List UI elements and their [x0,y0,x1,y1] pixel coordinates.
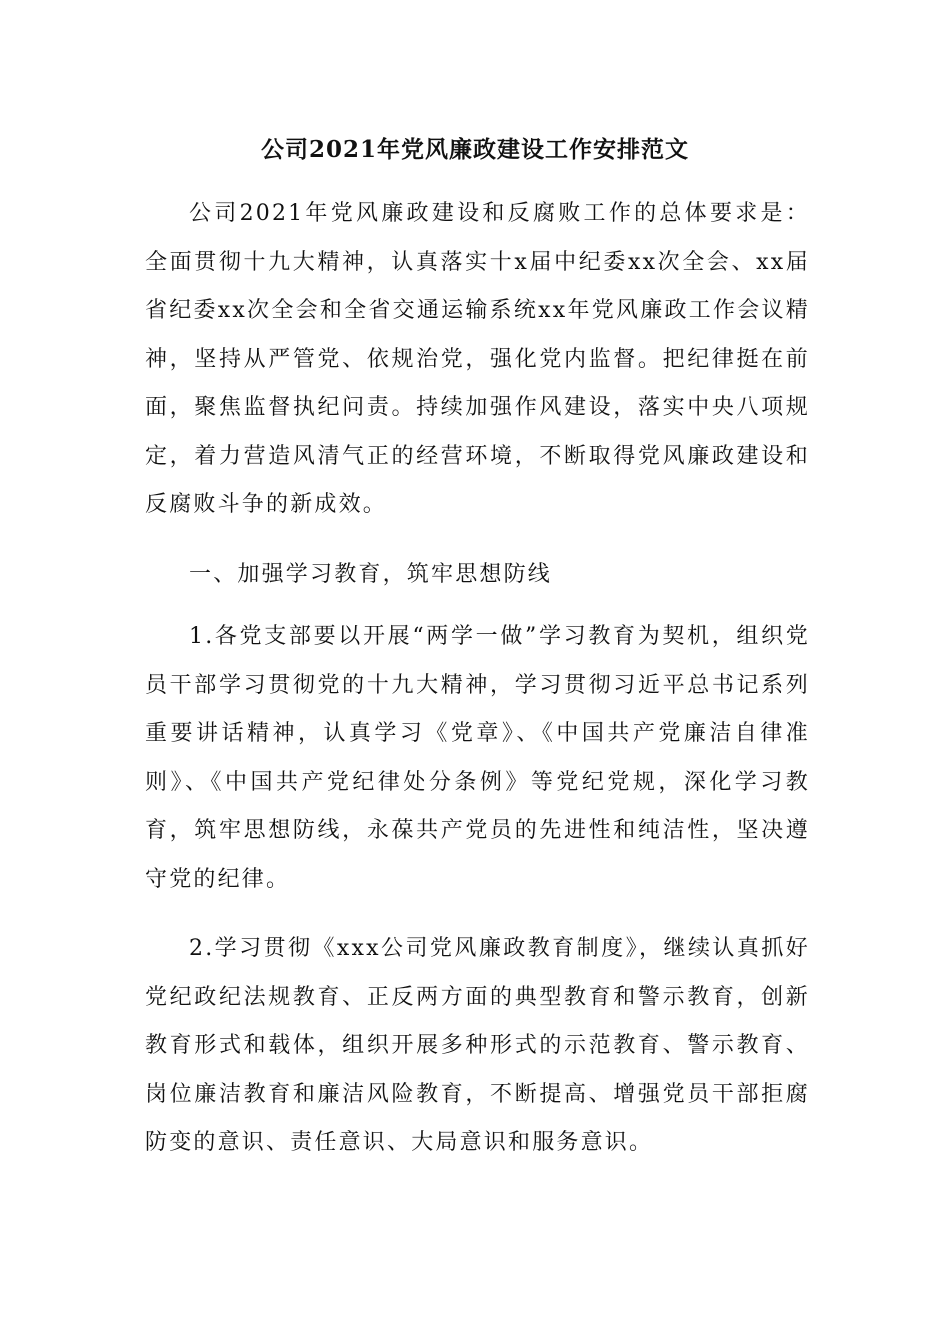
document-title: 公司2021年党风廉政建设工作安排范文 [260,136,689,163]
item-paragraph-two: 2.学习贯彻《xxx公司党风廉政教育制度》，继续认真抓好党纪政纪法规教育、正反两方面的典型教育和警示教育，创新教育形式和载体，组织开展多种形式的示范教育、警示教育、岗位廉洁教育和廉洁风险教育，不断提高、增强党员干部拒腐防变的意识、责任意识、大局意识和服务意识。 [145,936,810,1155]
intro-paragraph: 公司2021年党风廉政建设和反腐败工作的总体要求是：全面贯彻十九大精神，认真落实十x届中纪委xx次全会、xx届省纪委xx次全会和全省交通运输系统xx年党风廉政工作会议精神，坚持从严管党、依规治党，强化党内监督。把纪律挺在前面，聚焦监督执纪问责。持续加强作风建设，落实中央八项规定，着力营造风清气正的经营环境，不断取得党风廉政建设和反腐败斗争的新成效。 [145,201,810,517]
item-paragraph-one: 1.各党支部要以开展“两学一做”学习教育为契机，组织党员干部学习贯彻党的十九大精神，学习贯彻习近平总书记系列重要讲话精神，认真学习《党章》、《中国共产党廉洁自律准则》、《中国共产党纪律处分条例》等党纪党规，深化学习教育，筑牢思想防线，永葆共产党员的先进性和纯洁性，坚决遵守党的纪律。 [145,624,810,892]
section-heading-one: 一、加强学习教育，筑牢思想防线 [189,562,553,587]
